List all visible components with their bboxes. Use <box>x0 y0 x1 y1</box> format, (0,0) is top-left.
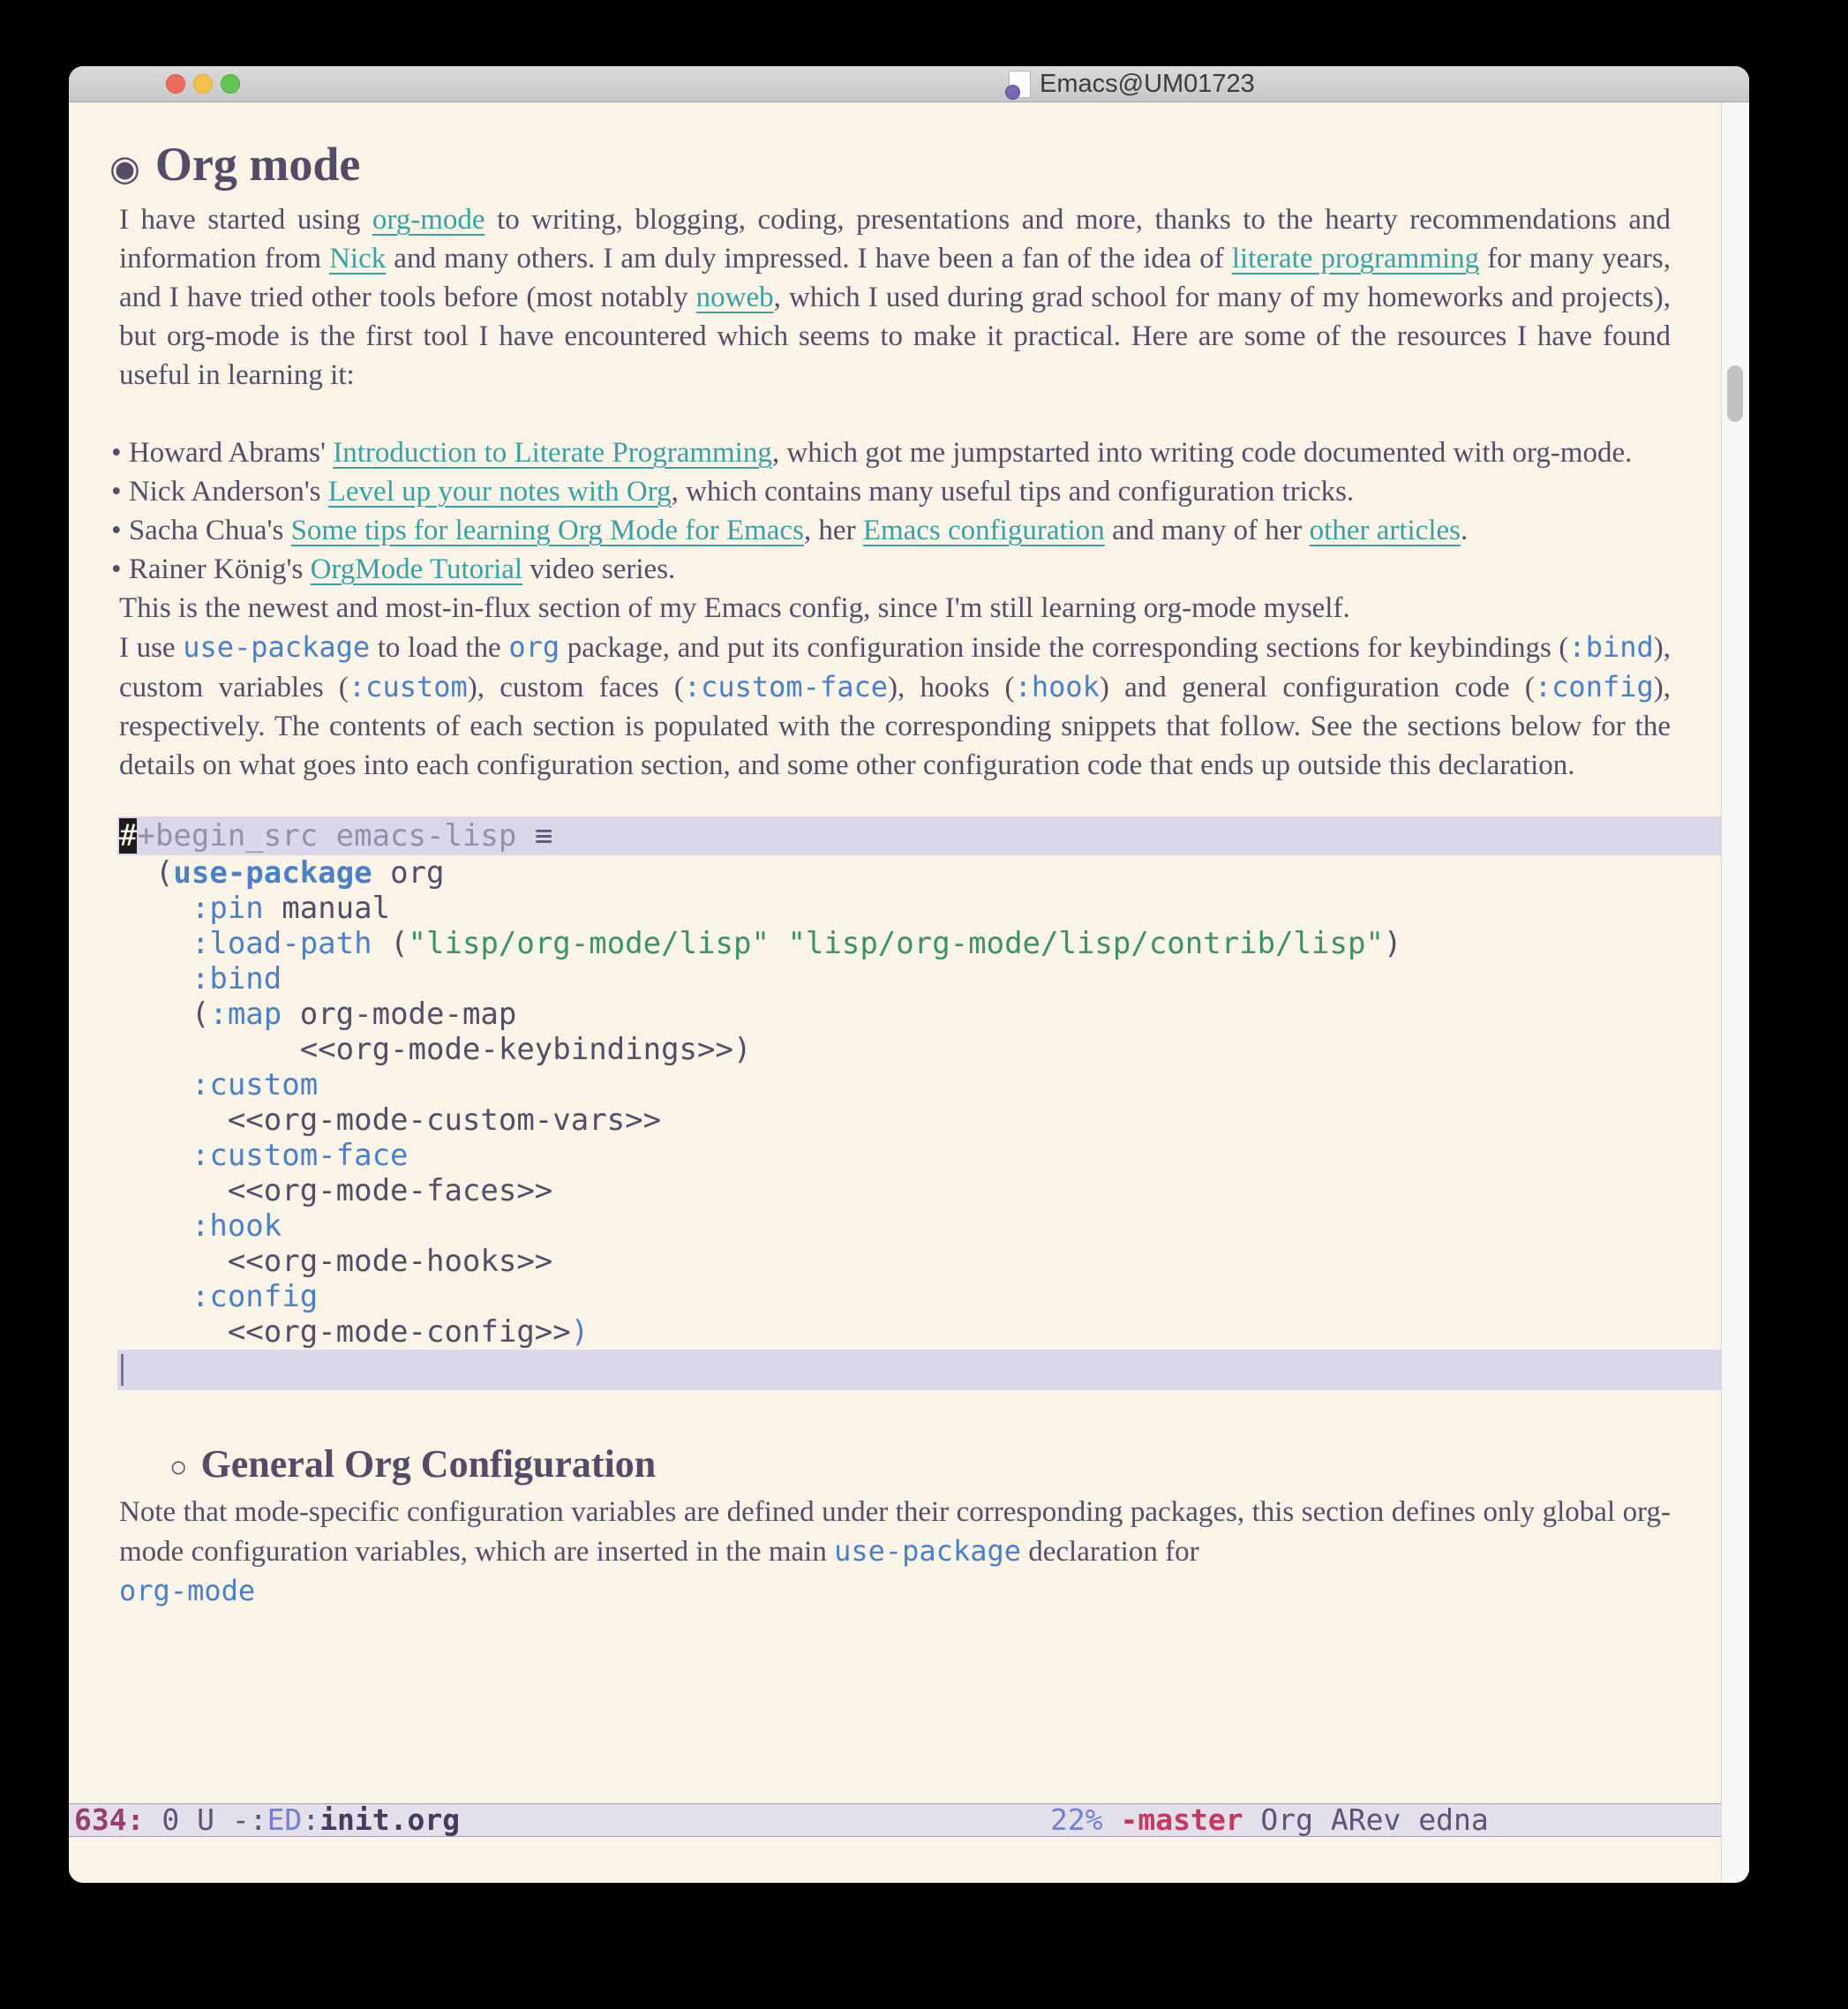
heading-general-org-configuration <box>169 1440 1671 1493</box>
text-segment: ( <box>119 855 174 891</box>
text-segment: I have started using <box>119 204 372 236</box>
text-cursor: # <box>119 818 138 854</box>
text-segment: -master <box>1120 1802 1243 1837</box>
text-segment: +begin_src emacs-lisp <box>137 818 535 854</box>
inline-code: :hook <box>1014 670 1100 704</box>
text-segment: org-mode-map <box>282 997 517 1032</box>
text-segment: : <box>302 1802 320 1837</box>
inline-code: :custom-face <box>683 670 888 704</box>
text-segment: :custom <box>191 1067 319 1102</box>
text-segment: package, and put its configuration inside the corresponding sections for keybindings ( <box>560 632 1569 664</box>
text-segment: to writing, blogging, coding, presentations and more, thanks to the hearty recommendations and information from <box>119 204 1671 275</box>
heading-text: General Org Configuration <box>200 1442 657 1486</box>
link[interactable]: noweb <box>695 282 774 313</box>
text-segment: Note that mode-specific configuration variables are defined under their corresponding packages, this section defines only global org-mode configuration variables, which are inserted in the main <box>119 1496 1671 1568</box>
text-segment: :pin <box>191 891 264 926</box>
text-segment: init.org <box>319 1802 461 1837</box>
paragraph-intro <box>119 200 1671 395</box>
modeline-right <box>1050 1804 1489 1836</box>
inline-code: use-package <box>834 1534 1021 1568</box>
text-segment: ), respectively. The contents of each section is populated with the corresponding snippets that follow. See the sections below for the details on what goes into each configuration section, and some other configuration code that ends up outside this declaration. <box>119 672 1671 781</box>
code-line <box>119 1279 1671 1314</box>
code-line <box>119 1173 1671 1208</box>
link[interactable]: org-mode <box>372 204 485 236</box>
text-segment <box>119 1067 192 1102</box>
code-line <box>119 891 1671 926</box>
text-segment: ≡ <box>534 818 553 854</box>
source-block <box>119 816 1671 1390</box>
text-segment: org <box>372 855 445 891</box>
link[interactable]: Level up your notes with Org <box>327 476 672 508</box>
list-item <box>111 472 1671 511</box>
inline-code: org <box>508 630 560 664</box>
text-segment: Howard Abrams' <box>128 437 334 469</box>
code-line <box>119 961 1671 997</box>
code-line <box>119 1314 1671 1350</box>
text-segment <box>119 926 192 961</box>
text-segment: Nick Anderson's <box>128 476 328 508</box>
text-segment: ), hooks ( <box>888 672 1015 704</box>
paragraph-use-package <box>119 628 1671 785</box>
text-segment: :custom-face <box>191 1138 409 1173</box>
inline-code: org-mode <box>119 1574 256 1607</box>
code-line <box>119 1102 1671 1138</box>
code-line <box>119 997 1671 1032</box>
modeline <box>69 1803 1721 1837</box>
text-segment: <<org-mode-keybindings>>) <box>119 1032 752 1067</box>
code-line <box>119 926 1671 961</box>
text-segment: ED <box>267 1802 303 1837</box>
text-segment: , which contains many useful tips and configuration tricks. <box>671 476 1355 508</box>
text-segment: :hook <box>191 1208 282 1244</box>
modeline-left <box>74 1804 460 1836</box>
paragraph-note <box>119 1493 1671 1611</box>
inline-code: use-package <box>183 630 371 664</box>
text-segment <box>119 1208 192 1244</box>
text-segment: Rainer König's <box>128 553 311 585</box>
text-segment: . <box>1461 515 1469 546</box>
text-segment: • <box>111 437 129 469</box>
zoom-button[interactable] <box>221 74 240 94</box>
echo-area <box>69 1837 1721 1883</box>
text-segment <box>770 926 787 961</box>
scrollbar-thumb[interactable] <box>1727 365 1743 422</box>
text-segment: This is the newest and most-in-flux section of my Emacs config, since I'm still learning org-mode myself. <box>119 592 1350 624</box>
window-title: Emacs@UM01723 <box>1040 70 1255 98</box>
text-segment <box>119 961 192 997</box>
src-block-footer <box>117 1350 1721 1390</box>
text-segment: <<org-mode-faces>> <box>119 1173 553 1208</box>
title-group <box>1009 66 1255 102</box>
heading-text: Org mode <box>154 138 361 191</box>
text-segment: , which I used during grad school for many of my homeworks and projects), but org-mode is the first tool I have encountered which seems to make it practical. Here are some of the resources I have found useful in learning it: <box>119 282 1671 391</box>
text-segment: Org ARev edna <box>1243 1802 1489 1837</box>
text-segment: :map <box>209 997 282 1032</box>
traffic-lights <box>166 74 240 94</box>
link[interactable]: other articles <box>1309 515 1461 546</box>
text-segment <box>119 891 192 926</box>
list-item <box>111 433 1671 472</box>
text-segment: Sacha Chua's <box>128 515 291 546</box>
inline-code: :custom <box>348 670 468 704</box>
text-segment: • <box>111 476 129 508</box>
text-segment: 22% <box>1050 1802 1103 1837</box>
paragraph-newest-section <box>119 589 1671 628</box>
scrollbar[interactable] <box>1721 102 1749 1883</box>
titlebar <box>69 66 1749 102</box>
minimize-button[interactable] <box>193 74 213 94</box>
close-button[interactable] <box>166 74 185 94</box>
heading-bullet-icon: ○ <box>169 1451 188 1484</box>
code-line <box>119 1067 1671 1102</box>
buffer[interactable] <box>69 102 1721 1803</box>
text-segment: ( <box>372 926 409 961</box>
text-segment: for many years, and I have tried other tools before (most notably <box>119 243 1671 313</box>
text-segment: video series. <box>522 553 676 585</box>
emacs-window <box>69 66 1749 1883</box>
text-segment: :load-path <box>191 926 372 961</box>
document-icon <box>1009 71 1031 98</box>
code-line <box>119 1208 1671 1244</box>
text-segment: ), custom faces ( <box>467 672 684 704</box>
text-segment: :config <box>191 1279 319 1314</box>
src-block-code <box>119 855 1671 1350</box>
heading-org-mode <box>109 132 1671 200</box>
text-segment: to load the <box>370 632 509 664</box>
inline-code: :config <box>1534 670 1654 704</box>
text-cursor <box>121 1354 124 1386</box>
text-segment: , her <box>803 515 863 546</box>
text-segment: I use <box>119 632 184 664</box>
text-segment: and many others. I am duly impressed. I have been a fan of the idea of <box>386 243 1232 275</box>
code-line <box>119 1032 1671 1067</box>
code-line <box>119 1244 1671 1279</box>
text-segment <box>119 1279 192 1314</box>
text-segment: • <box>111 553 129 585</box>
heading-bullet-icon: ◉ <box>109 148 140 188</box>
text-segment: use-package <box>173 855 372 891</box>
text-segment: <<org-mode-hooks>> <box>119 1244 553 1279</box>
list-item <box>111 550 1671 589</box>
link[interactable]: OrgMode Tutorial <box>310 553 523 585</box>
text-segment: declaration for <box>1021 1536 1199 1568</box>
text-segment: ( <box>119 997 210 1032</box>
text-segment: <<org-mode-custom-vars>> <box>119 1102 662 1138</box>
text-segment: manual <box>263 891 391 926</box>
text-segment: 0 U -: <box>144 1802 267 1837</box>
text-segment: • <box>111 515 129 546</box>
text-segment: :bind <box>191 961 282 997</box>
code-line <box>119 855 1671 891</box>
text-segment: , which got me jumpstarted into writing code documented with org-mode. <box>771 437 1633 469</box>
link[interactable]: literate programming <box>1231 243 1480 275</box>
text-segment: ) <box>1383 926 1402 961</box>
text-segment <box>1103 1802 1121 1837</box>
link[interactable]: Introduction to Literate Programming <box>333 437 772 469</box>
src-block-header <box>117 816 1721 855</box>
link[interactable]: Emacs configuration <box>862 515 1105 546</box>
text-segment: ) and general configuration code ( <box>1099 672 1535 704</box>
resource-list <box>111 433 1671 589</box>
text-segment: ) <box>570 1314 590 1350</box>
text-segment: "lisp/org-mode/lisp" <box>408 926 770 961</box>
text-segment <box>119 1138 192 1173</box>
text-segment: "lisp/org-mode/lisp/contrib/lisp" <box>787 926 1384 961</box>
text-segment: 634: <box>74 1802 145 1837</box>
link[interactable]: Nick <box>329 243 387 275</box>
list-item <box>111 511 1671 550</box>
code-line <box>119 1138 1671 1173</box>
text-segment: <<org-mode-config>> <box>119 1314 571 1350</box>
link[interactable]: Some tips for learning Org Mode for Emacs <box>290 515 804 546</box>
inline-code: :bind <box>1568 630 1654 664</box>
text-segment: and many of her <box>1104 515 1310 546</box>
text-segment: ), custom variables ( <box>119 632 1671 704</box>
